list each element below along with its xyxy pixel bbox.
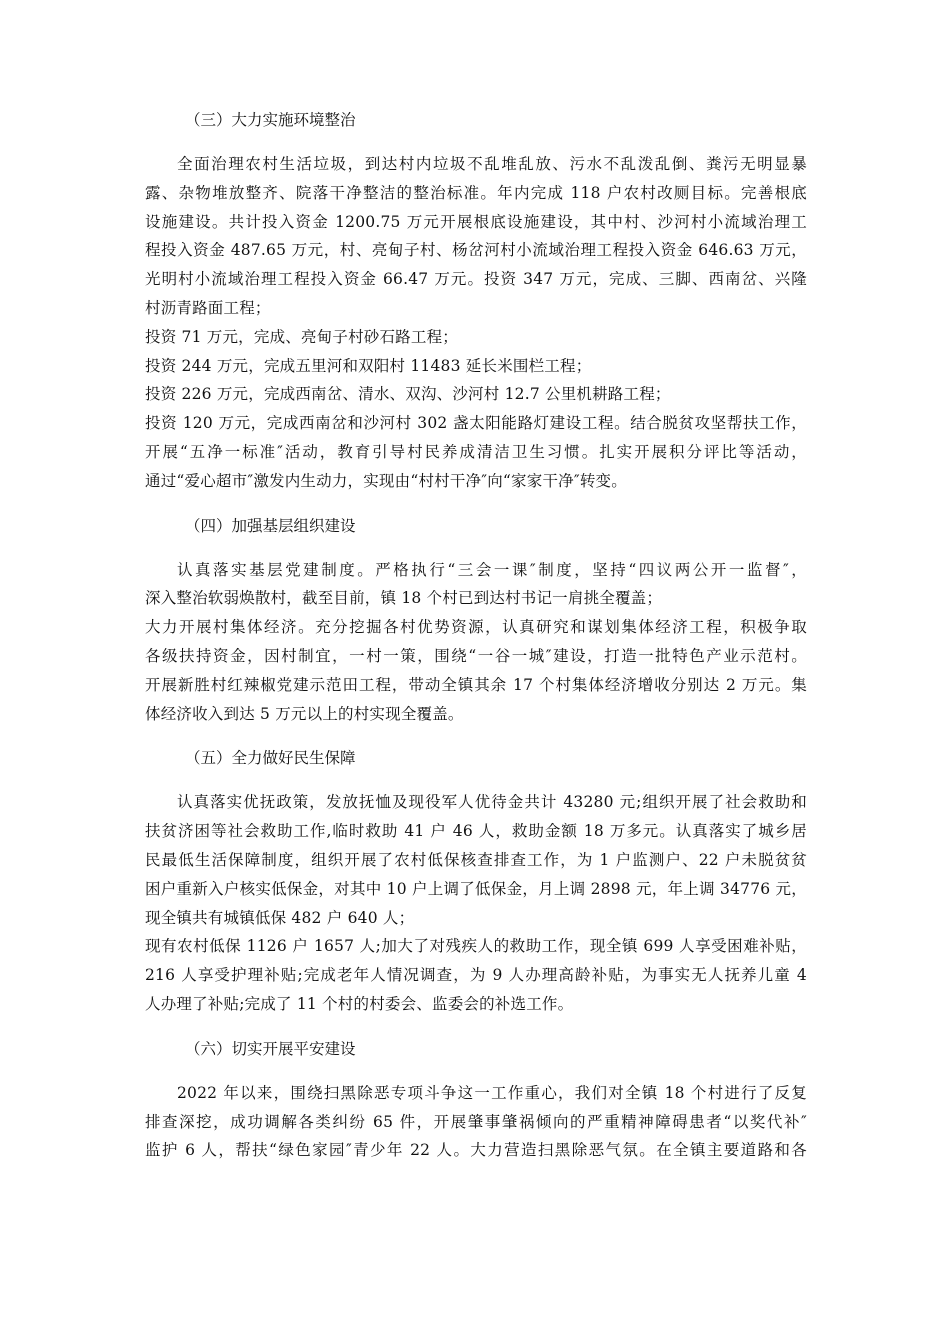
paragraph-line: 216 人享受护理补贴;完成老年人情况调查，为 9 人办理高龄补贴，为事实无人抚养儿童 4 xyxy=(145,966,807,985)
document-body xyxy=(145,106,807,1165)
paragraph-line: 扶贫济困等社会救助工作,临时救助 41 户 46 人，救助金额 18 万多元。认真落实了城乡居 xyxy=(145,822,807,841)
paragraph-line: 现有农村低保 1126 户 1657 人;加大了对残疾人的救助工作，现全镇 699 人享受困难补贴， xyxy=(145,937,807,956)
paragraph-line: 投资 244 万元，完成五里河和双阳村 11483 延长米围栏工程； xyxy=(145,356,592,375)
paragraph-line: 困户重新入户核实低保金，对其中 10 户上调了低保金，月上调 2898 元，年上调 34776 元， xyxy=(145,879,807,898)
section-heading: （五）全力做好民生保障 xyxy=(185,749,356,768)
paragraph-line: 排查深挖，成功调解各类纠纷 65 件，开展肇事肇祸倾向的严重精神障碍患者“以奖代补″ xyxy=(145,1112,807,1131)
section-heading: （四）加强基层组织建设 xyxy=(185,516,356,535)
paragraph-line: 开展新胜村红辣椒党建示范田工程，带动全镇其余 17 个村集体经济增收分别达 2 万元。集 xyxy=(145,675,807,694)
section-organization xyxy=(145,512,807,745)
section-heading: （三）大力实施环境整治 xyxy=(185,111,356,129)
paragraph-line: 村沥青路面工程； xyxy=(145,298,271,317)
paragraph-line: 深入整治软弱焕散村，截至目前，镇 18 个村已到达村书记一肩挑全覆盖； xyxy=(145,589,663,608)
paragraph-line: 民最低生活保障制度，组织开展了农村低保核查排查工作，为 1 户监测户、22 户未脱贫贫 xyxy=(145,850,807,869)
paragraph-line: 投资 120 万元，完成西南岔和沙河村 302 盏太阳能路灯建设工程。结合脱贫攻坚帮扶工作， xyxy=(145,414,807,433)
paragraph-line: 监护 6 人，帮扶“绿色家园″青少年 22 人。大力营造扫黑除恶气氛。在全镇主要道路和各 xyxy=(145,1141,807,1160)
paragraph-line: 全面治理农村生活垃圾，到达村内垃圾不乱堆乱放、污水不乱泼乱倒、粪污无明显暴 xyxy=(177,155,807,173)
paragraph-line: 体经济收入到达 5 万元以上的村实现全覆盖。 xyxy=(145,704,464,723)
paragraph-line: 认真落实基层党建制度。严格执行“三会一课″制度，坚持“四议两公开一监督″， xyxy=(177,560,807,579)
paragraph-line: 开展“五净一标准″活动，教育引导村民养成清洁卫生习惯。扎实开展积分评比等活动， xyxy=(145,442,807,461)
paragraph-line: 光明村小流域治理工程投入资金 66.47 万元。投资 347 万元，完成、三脚、西南岔、兴隆 xyxy=(145,270,807,289)
paragraph-line: 2022 年以来，围绕扫黑除恶专项斗争这一工作重心，我们对全镇 18 个村进行了反复 xyxy=(177,1083,807,1102)
paragraph-line: 认真落实优抚政策，发放抚恤及现役军人优待金共计 43280 元;组织开展了社会救助和 xyxy=(177,793,807,812)
paragraph-line: 人办理了补贴;完成了 11 个村的村委会、监委会的补选工作。 xyxy=(145,994,574,1013)
section-heading: （六）切实开展平安建设 xyxy=(185,1039,356,1058)
paragraph-line: 程投入资金 487.65 万元，村、亮甸子村、杨岔河村小流域治理工程投入资金 646.63 万元， xyxy=(145,241,807,260)
paragraph-line: 设施建设。共计投入资金 1200.75 万元开展根底设施建设，其中村、沙河村小流域治理工 xyxy=(145,212,807,231)
paragraph-line: 大力开展村集体经济。充分挖掘各村优势资源，认真研究和谋划集体经济工程，积极争取 xyxy=(145,618,807,637)
paragraph-line: 通过“爱心超市″激发内生动力，实现由“村村干净″向“家家干净″转变。 xyxy=(145,471,627,490)
paragraph-line: 各级扶持资金，因村制宜，一村一策，围绕“一谷一城″建设，打造一批特色产业示范村。 xyxy=(145,646,807,665)
paragraph-line: 现全镇共有城镇低保 482 户 640 人； xyxy=(145,908,415,927)
section-safety xyxy=(145,1035,807,1165)
paragraph-line: 露、杂物堆放整齐、院落干净整洁的整治标准。年内完成 118 户农村改厕目标。完善根底 xyxy=(145,183,807,202)
paragraph-line: 投资 226 万元，完成西南岔、清水、双沟、沙河村 12.7 公里机耕路工程； xyxy=(145,385,671,404)
paragraph-line: 投资 71 万元，完成、亮甸子村砂石路工程； xyxy=(145,327,458,346)
section-livelihood xyxy=(145,744,807,1034)
section-environment xyxy=(145,106,807,512)
